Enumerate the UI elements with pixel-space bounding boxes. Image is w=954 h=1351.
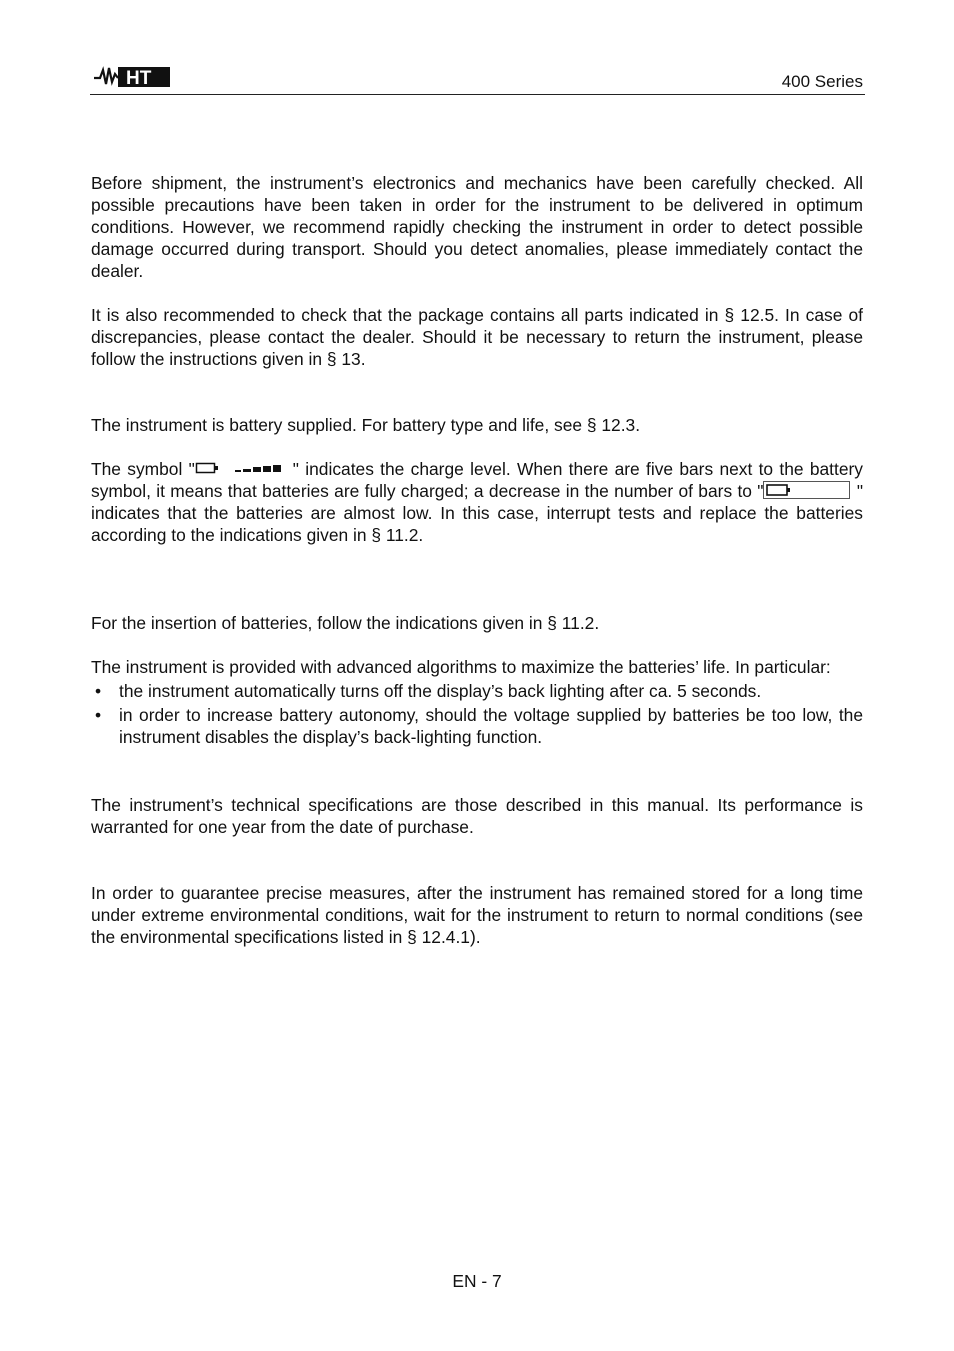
paragraph-storage-conditions: In order to guarantee precise measures, after the instrument has remained stored for a long time under extreme environmental conditions, wait for the instrument to return to normal conditions (see the environmental specifications listed in § 12.4.1). [91,883,863,947]
paragraph-battery-insertion: For the insertion of batteries, follow the indications given in § 11.2. [91,613,600,633]
series-label: 400 Series [781,72,863,91]
paragraph-battery-algorithms: The instrument is provided with advanced algorithms to maximize the batteries’ life. In particular: [91,657,831,677]
paragraph-package-contents: It is also recommended to check that the package contains all parts indicated in § 12.5. In case of discrepancies, please contact the dealer. Should it be necessary to return the instrument, please follow the instructions given in § 13. [91,305,863,369]
paragraph-power-supply: The instrument is battery supplied. For battery type and life, see § 12.3. [91,415,641,435]
svg-text:HT: HT [126,68,152,89]
paragraph-shipment-check: Before shipment, the instrument’s electronics and mechanics have been carefully checked. All possible precautions have been taken in order for the instrument to be delivered in optimum conditions. However, we recommend rapidly checking the instrument in order to detect possible damage occurred during transport. Should you detect anomalies, please immediately contact the dealer. [91,173,863,281]
battery-five-bars-icon [195,461,293,475]
page-header [90,60,865,95]
page-content [91,172,863,948]
list-item: • in order to increase battery autonomy, should the voltage supplied by batteries be too low, the instrument disables the display’s back-lighting function. [94,705,863,747]
paragraph-battery-symbol: The symbol " " indicates the charge level. When there are five bars next to the battery symbol, it means that batteries are fully charged; a decrease in the number of bars to " " indicates that the batteries are almost low. In this case, interrupt tests and replace the batteries according to the indications given in § 11.2. [91,459,863,545]
paragraph-technical-specs: The instrument’s technical specifications are those described in this manual. Its performance is warranted for one year from the date of purchase. [91,795,863,837]
ht-logo [92,62,172,90]
page-number: EN - 7 [452,1271,502,1291]
battery-low-icon [763,481,851,499]
bullet-list [91,680,863,748]
list-item: • the instrument automatically turns off the display’s back lighting after ca. 5 seconds. [94,681,762,701]
